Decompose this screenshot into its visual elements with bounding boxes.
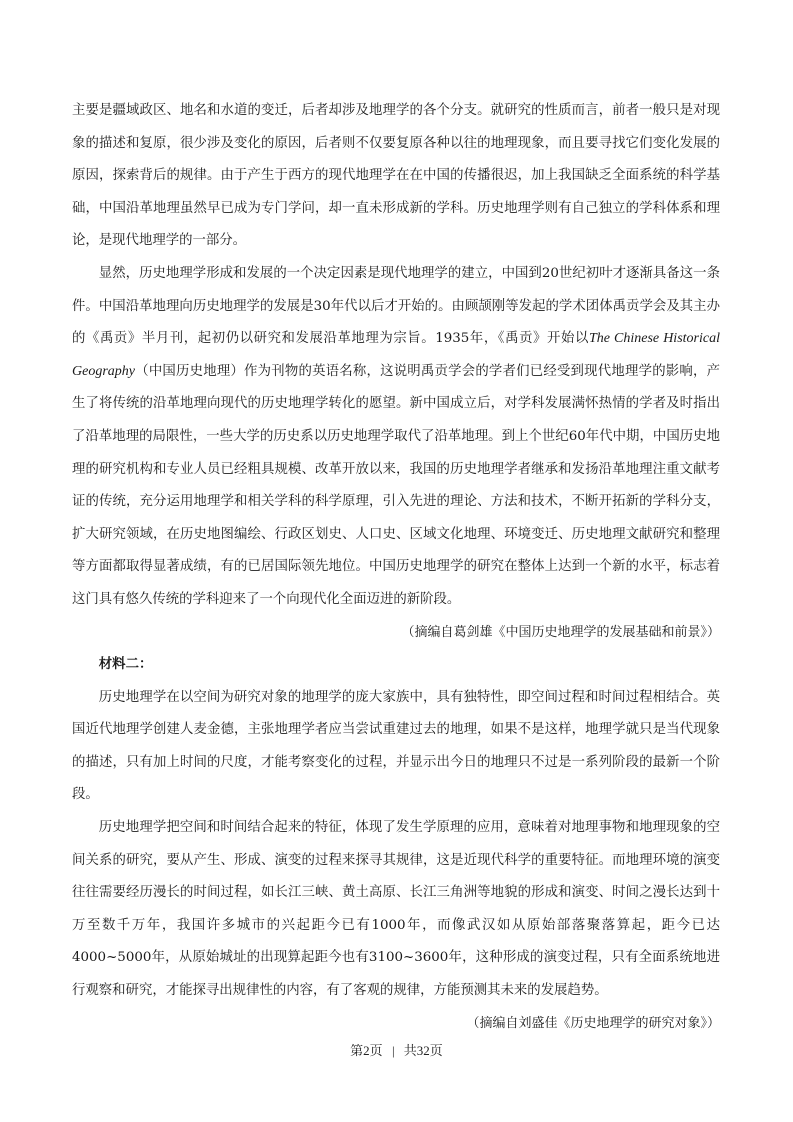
- paragraph-2-part-b: （中国历史地理）作为刊物的英语名称，这说明禹贡学会的学者们已经受到现代地理学的影响，产生了将传统的沿革地理向现代的历史地理学转化的愿望。新中国成立后，对学科发展满怀热情的学者及时指出了沿革地理的局限性，一些大学的历史系以历史地理学取代了沿革地理。到上个世纪60年代中期，中国历史地理的研究机构和专业人员已经粗具规模、改革开放以来，我国的历史地理学者继承和发扬沿革地理注重文献考证的传统，充分运用地理学和相关学科的科学原理，引入先进的理论、方法和技术，不断开拓新的学科分支，扩大研究领域，在历史地图编绘、行政区划史、人口史、区域文化地理、环境变迁、历史地理文献研究和整理等方面都取得显著成绩，有的已居国际领先地位。中国历史地理学的研究在整体上达到一个新的水平，标志着这门具有悠久传统的学科迎来了一个向现代化全面迈进的新阶段。: [72, 363, 720, 607]
- paragraph-4: 历史地理学把空间和时间结合起来的特征，体现了发生学原理的应用，意味着对地理事物和地理现象的空间关系的研究，要从产生、形成、演变的过程来探寻其规律，这是近现代科学的重要特征。而地理环境的演变往往需要经历漫长的时间过程，如长江三峡、黄土高原、长江三角洲等地貌的形成和演变、时间之漫长达到十万至数千万年，我国许多城市的兴起距今已有1000年，而像武汉如从原始部落聚落算起，距今已达4000~5000年，从原始城址的出现算起距今也有3100~3600年，这种形成的演变过程，只有全面系统地进行观察和研究，才能探寻出规律性的内容，有了客观的规律，方能预测其未来的发展趋势。: [72, 820, 720, 999]
- page-number: 第2页: [350, 1043, 383, 1058]
- paragraph-2: [72, 258, 720, 617]
- paragraph-1: 主要是疆域政区、地名和水道的变迁，后者却涉及地理学的各个分支。就研究的性质而言，前者一般只是对现象的描述和复原，很少涉及变化的原因，后者则不仅要复原各种以往的地理现象，而且要寻找它们变化发展的原因，探索背后的规律。由于产生于西方的现代地理学在在中国的传播很迟，加上我国缺乏全面系统的科学基础，中国沿革地理虽然早已成为专门学问，却一直未形成新的学科。历史地理学则有自己独立的学科体系和理论，是现代地理学的一部分。: [72, 103, 720, 249]
- page-footer: [0, 1040, 793, 1059]
- paragraph-2-part-a: 显然，历史地理学形成和发展的一个决定因素是现代地理学的建立，中国到20世纪初叶才逐渐具备这一条件。中国沿革地理向历史地理学的发展是30年代以后才开始的。由顾颉刚等发起的学术团体禹贡学会及其主办的《禹贡》半月刊，起初仍以研究和发展沿革地理为宗旨。1935年，《禹贡》开始以: [72, 265, 720, 347]
- citation-1: （摘编自葛剑雄《中国历史地理学的发展基础和前景》）: [401, 624, 720, 640]
- journal-english-name: The Chinese Historical Geography: [72, 331, 720, 379]
- document-body: [72, 95, 720, 1040]
- citation-2: （摘编自刘盛佳《历史地理学的研究对象》）: [466, 1015, 720, 1031]
- footer-separator: |: [391, 1043, 395, 1058]
- material-2-heading: 材料二：: [98, 657, 153, 673]
- page-total: 共32页: [403, 1043, 443, 1058]
- paragraph-3: 历史地理学在以空间为研究对象的地理学的庞大家族中，具有独特性，即空间过程和时间过程相结合。英国近代地理学创建人麦金德，主张地理学者应当尝试重建过去的地理，如果不是这样，地理学就只是当代现象的描述，只有加上时间的尺度，才能考察变化的过程，并显示出今日的地理只不过是一系列阶段的最新一个阶段。: [72, 689, 720, 803]
